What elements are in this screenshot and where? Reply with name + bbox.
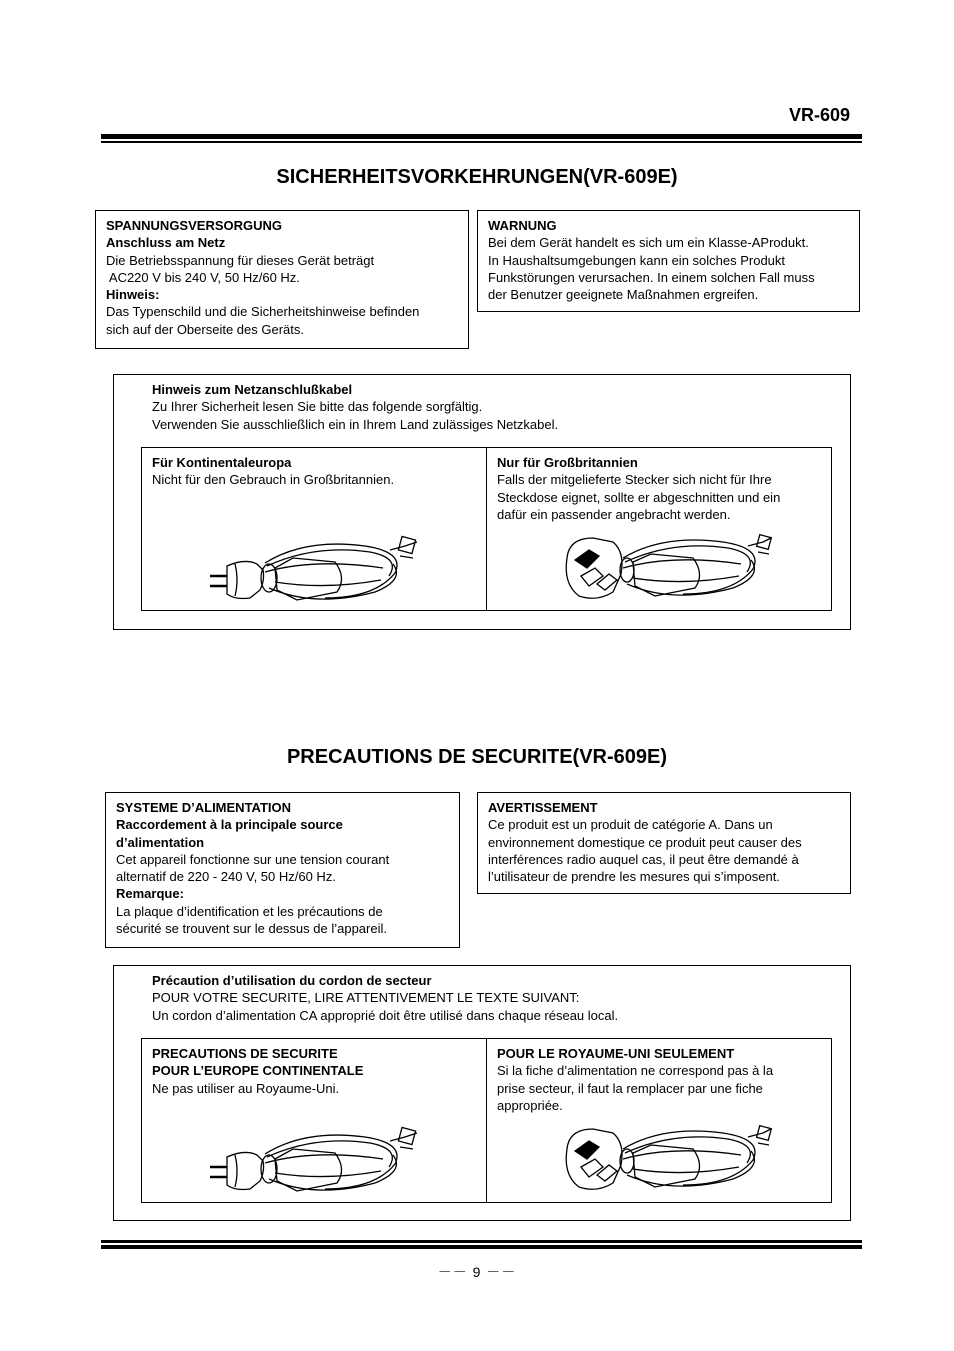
note-heading: Hinweis: [106, 287, 160, 303]
french-warning-box [477, 792, 851, 894]
warning-heading: WARNUNG [488, 218, 557, 233]
power-subheading: Raccordement à la principale source [116, 817, 343, 833]
note-text: La plaque d’identification et les précautions de [116, 903, 383, 919]
cell-text: Si la fiche d’alimentation ne correspond pas à la [497, 1063, 774, 1079]
warning-text: Bei dem Gerät handelt es sich um ein Klasse-AProdukt. [488, 235, 809, 251]
uk-plug-cord-icon [559, 528, 774, 606]
cord-table [141, 447, 832, 611]
warning-text: Ce produit est un produit de catégorie A. Dans un [488, 817, 773, 833]
power-subheading: d’alimentation [116, 834, 205, 850]
footer-rule-thick [101, 1245, 862, 1249]
cord-cell-continental [142, 448, 487, 610]
warning-text: l’utilisateur de prendre les mesures qui s’imposent. [488, 869, 780, 885]
cell-text: appropriée. [497, 1097, 563, 1113]
cord-table [141, 1038, 832, 1203]
cord-text: Verwenden Sie ausschließlich ein in Ihrem Land zulässiges Netzkabel. [152, 416, 559, 432]
note-text: Das Typenschild und die Sicherheitshinweise befinden [106, 304, 420, 320]
power-heading: SYSTEME D’ALIMENTATION [116, 800, 292, 815]
header-rule-thin [101, 141, 862, 143]
cell-heading: Nur für Großbritannien [497, 455, 638, 470]
power-text: Die Betriebsspannung für dieses Gerät beträgt [106, 252, 375, 268]
eu-plug-cord-icon [205, 528, 420, 606]
page-number: －－ 9 －－ [437, 1264, 517, 1280]
french-power-box [105, 792, 460, 948]
cord-text: Zu Ihrer Sicherheit lesen Sie bitte das folgende sorgfältig. [152, 399, 483, 415]
note-text: sécurité se trouvent sur le dessus de l’appareil. [116, 921, 387, 937]
power-text: alternatif de 220 - 240 V, 50 Hz/60 Hz. [116, 869, 336, 885]
footer-rule-thin [101, 1240, 862, 1243]
cord-heading: Précaution d’utilisation du cordon de secteur [152, 973, 432, 988]
cell-text: Nicht für den Gebrauch in Großbritannien. [152, 472, 395, 488]
power-heading: SPANNUNGSVERSORGUNG [106, 218, 283, 233]
note-heading: Remarque: [116, 886, 184, 902]
warning-text: interférences radio auquel cas, il peut être demandé à [488, 851, 799, 867]
warning-text: der Benutzer geeignete Maßnahmen ergreifen. [488, 287, 759, 303]
cell-heading: Für Kontinentaleuropa [152, 455, 292, 470]
cell-text: Steckdose eignet, sollte er abgeschnitten und ein [497, 489, 781, 505]
cell-text: dafür ein passender angebracht werden. [497, 506, 731, 522]
power-text: Cet appareil fonctionne sur une tension courant [116, 851, 390, 867]
cell-text: prise secteur, il faut la remplacer par une fiche [497, 1080, 763, 1096]
german-cord-box [113, 374, 851, 630]
cord-cell-uk [487, 448, 831, 610]
header-rule-thick [101, 134, 862, 139]
cell-heading: POUR L’EUROPE CONTINENTALE [152, 1063, 364, 1079]
cell-heading: POUR LE ROYAUME-UNI SEULEMENT [497, 1046, 735, 1061]
eu-plug-cord-icon [205, 1119, 420, 1197]
warning-text: environnement domestique ce produit peut causer des [488, 834, 802, 850]
cell-text: Falls der mitgelieferte Stecker sich nicht für Ihre [497, 472, 772, 488]
cord-heading: Hinweis zum Netzanschlußkabel [152, 382, 353, 397]
uk-plug-cord-icon [559, 1119, 774, 1197]
cord-cell-continental [142, 1039, 487, 1202]
cell-heading: PRECAUTIONS DE SECURITE [152, 1046, 338, 1061]
warning-heading: AVERTISSEMENT [488, 800, 598, 815]
power-text: AC220 V bis 240 V, 50 Hz/60 Hz. [106, 269, 300, 285]
german-power-box [95, 210, 469, 349]
cord-cell-uk [487, 1039, 831, 1202]
cord-text: POUR VOTRE SECURITE, LIRE ATTENTIVEMENT LE TEXTE SUIVANT: [152, 990, 580, 1006]
note-text: sich auf der Oberseite des Geräts. [106, 321, 304, 337]
cord-text: Un cordon d’alimentation CA approprié doit être utilisé dans chaque réseau local. [152, 1007, 619, 1023]
french-section-title: PRECAUTIONS DE SECURITE(VR-609E) [286, 746, 668, 768]
german-section-title: SICHERHEITSVORKEHRUNGEN(VR-609E) [276, 166, 678, 188]
warning-text: In Haushaltsumgebungen kann ein solches Produkt [488, 252, 786, 268]
german-warning-box [477, 210, 860, 312]
cell-text: Ne pas utiliser au Royaume-Uni. [152, 1080, 340, 1096]
power-subheading: Anschluss am Netz [106, 235, 226, 251]
french-cord-box [113, 965, 851, 1221]
model-label: VR-609 [788, 105, 850, 125]
warning-text: Funkstörungen verursachen. In einem solchen Fall muss [488, 269, 815, 285]
